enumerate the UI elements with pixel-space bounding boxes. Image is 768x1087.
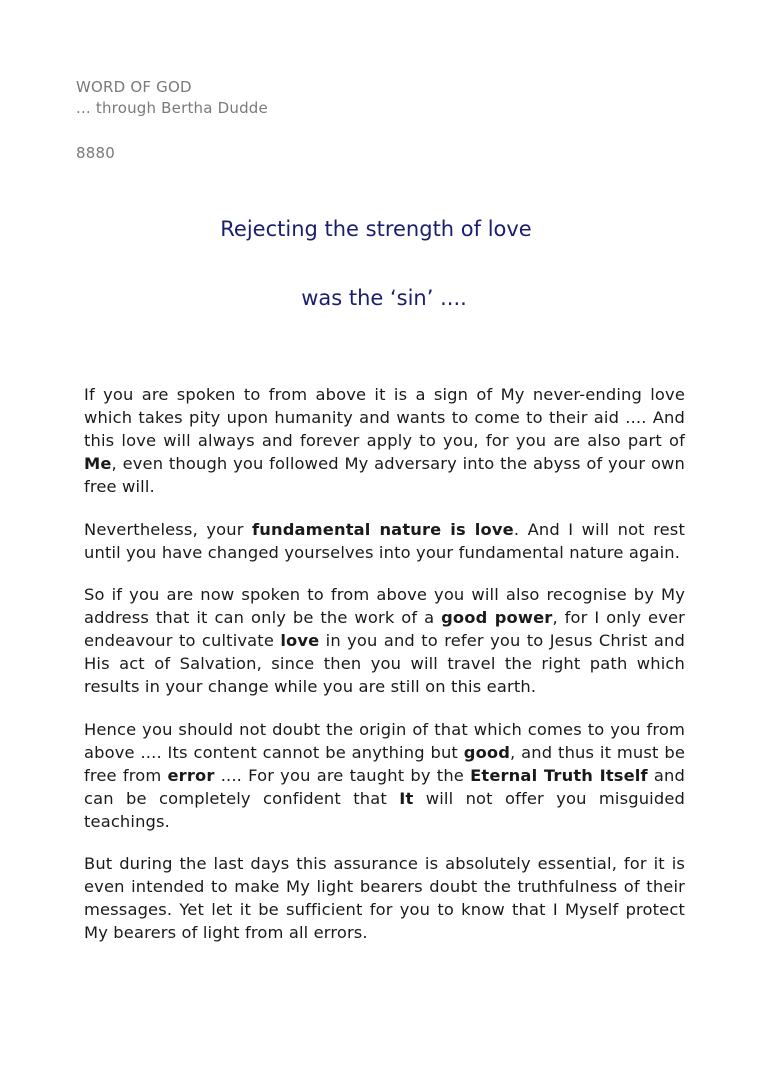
paragraph-text: .... For you are taught by the bbox=[214, 765, 471, 785]
paragraph-text: Hence you should not doubt the origin of that which comes to you from above .... Its content cannot be anything but bbox=[84, 719, 685, 762]
paragraph-text: and can be completely confident that bbox=[84, 765, 685, 808]
paragraph-text: . And I will not rest until you have changed yourselves into your fundamental nature again. bbox=[84, 519, 685, 562]
paragraph-text: So if you are now spoken to from above you will also recognise by My address that it can only be the work of a bbox=[84, 585, 685, 627]
emphasis-text: Me bbox=[84, 454, 112, 473]
paragraph-text: will not offer you misguided teachings. bbox=[84, 788, 685, 831]
page-title-line-2: was the ‘sin’ .... bbox=[301, 286, 467, 310]
paragraph-text: , even though you followed My adversary into the abyss of your own free will. bbox=[84, 454, 685, 496]
paragraph bbox=[84, 518, 685, 564]
paragraph bbox=[84, 852, 685, 944]
document-header bbox=[76, 77, 268, 164]
paragraph-text: in you and to refer you to Jesus Christ and His act of Salvation, since then you will travel the right path which results in your change while you are still on this earth. bbox=[84, 631, 685, 696]
page-title-line-1: Rejecting the strength of love bbox=[220, 217, 532, 241]
emphasis-text: love bbox=[280, 631, 320, 650]
emphasis-text: It bbox=[399, 788, 414, 808]
paragraph bbox=[84, 383, 685, 498]
paragraph-text: , and thus it must be free from bbox=[84, 742, 686, 785]
paragraph bbox=[84, 583, 685, 698]
emphasis-text: good bbox=[463, 742, 511, 762]
emphasis-text: good power bbox=[441, 608, 553, 627]
source-title: WORD OF GOD bbox=[76, 78, 192, 96]
paragraph-text: , for I only ever endeavour to cultivate bbox=[84, 608, 685, 650]
emphasis-text: Eternal Truth Itself bbox=[470, 765, 648, 785]
paragraph-text: But during the last days this assurance is absolutely essential, for it is even intended to make My light bearers doubt the truthfulness of their messages. Yet let it be sufficient for you to know that I Myself protect My bearers of light from all errors. bbox=[84, 854, 685, 942]
paragraph bbox=[84, 718, 685, 833]
emphasis-text: fundamental nature is love bbox=[252, 519, 514, 539]
source-author: ... through Bertha Dudde bbox=[76, 99, 268, 117]
message-body bbox=[84, 383, 685, 964]
emphasis-text: error bbox=[167, 765, 215, 785]
paragraph-text: If you are spoken to from above it is a sign of My never-ending love which takes pity upon humanity and wants to come to their aid .... And this love will always and forever apply to you, for you are also part of bbox=[84, 385, 685, 450]
paragraph-text: Nevertheless, your bbox=[84, 519, 252, 539]
message-number: 8880 bbox=[76, 144, 115, 162]
